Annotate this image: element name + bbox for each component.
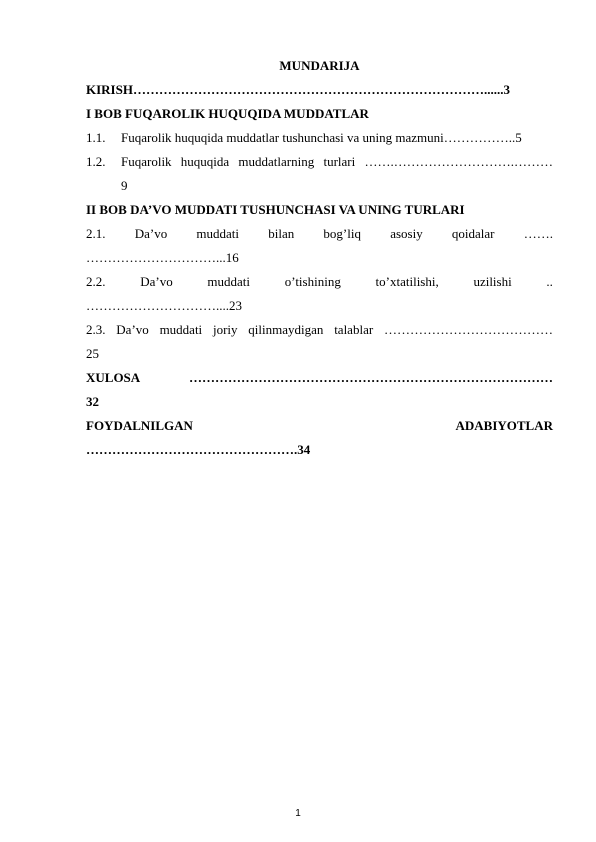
toc-word: qilinmaydigan [248, 322, 324, 337]
toc-chapter-1: I BOB FUQAROLIK HUQUQIDA MUDDATLAR [86, 106, 369, 121]
toc-chapter-2: II BOB DA’VO MUDDATI TUSHUNCHASI VA UNING TURLARI [86, 202, 465, 217]
toc-word: muddati [207, 274, 251, 289]
toc-item-words [121, 154, 553, 170]
toc-word: asosiy [390, 226, 423, 241]
toc-word: 2.1. [86, 226, 106, 241]
toc-word: ………………………………………………………………………… [189, 370, 553, 385]
toc-word: turlari [323, 154, 356, 169]
toc-word: Da’vo [116, 322, 149, 337]
toc-item-number: 1.1. [86, 130, 106, 145]
toc-title: MUNDARIJA [279, 58, 360, 73]
toc-xulosa-page: 32 [86, 394, 99, 409]
toc-item-2-2-page: …………………………....23 [86, 298, 242, 313]
toc-word: talablar [334, 322, 374, 337]
toc-word: Fuqarolik [121, 154, 172, 169]
toc-word: ……. [523, 226, 553, 241]
toc-item-number: 1.2. [86, 154, 106, 169]
toc-word: bog’liq [323, 226, 361, 241]
toc-word: o’tishining [284, 274, 341, 289]
toc-word: Da’vo [140, 274, 173, 289]
toc-word: Da’vo [134, 226, 168, 241]
toc-item-2-2 [86, 274, 553, 290]
toc-word: muddati [159, 322, 203, 337]
toc-word: .. [546, 274, 553, 289]
toc-word: muddatlarning [238, 154, 315, 169]
toc-item-1-1 [86, 130, 553, 146]
toc-item-text: Fuqarolik huquqida muddatlar tushunchasi va uning mazmuni……………..5 [121, 130, 522, 145]
toc-word: ADABIYOTLAR [455, 418, 553, 433]
toc-xulosa [86, 370, 553, 386]
toc-word: ………………………………… [383, 322, 553, 337]
toc-word: joriy [212, 322, 238, 337]
toc-item-2-1-page: …………………………...16 [86, 250, 239, 265]
toc-word: uzilishi [473, 274, 512, 289]
toc-word: FOYDALNILGAN [86, 418, 193, 433]
toc-word: muddati [196, 226, 240, 241]
toc-item-1-2-page: 9 [121, 178, 128, 193]
toc-word: bilan [268, 226, 295, 241]
toc-adabiyot [86, 418, 553, 434]
toc-word: 2.2. [86, 274, 106, 289]
toc-word: 2.3. [86, 322, 106, 337]
toc-word: to’xtatilishi, [375, 274, 439, 289]
toc-item-1-2 [86, 154, 553, 170]
toc-word: XULOSA [86, 370, 141, 385]
toc-word: …….……………………….……… [364, 154, 553, 169]
toc-item-2-3 [86, 322, 553, 338]
page-number: 1 [295, 808, 301, 819]
toc-word: huquqida [180, 154, 230, 169]
toc-item-2-1 [86, 226, 553, 242]
toc-kirish: KIRISH………………………………………………………………………......3 [86, 82, 510, 97]
toc-adabiyot-page: ………………………………………….34 [86, 442, 311, 457]
toc-item-2-3-page: 25 [86, 346, 99, 361]
toc-word: qoidalar [451, 226, 495, 241]
